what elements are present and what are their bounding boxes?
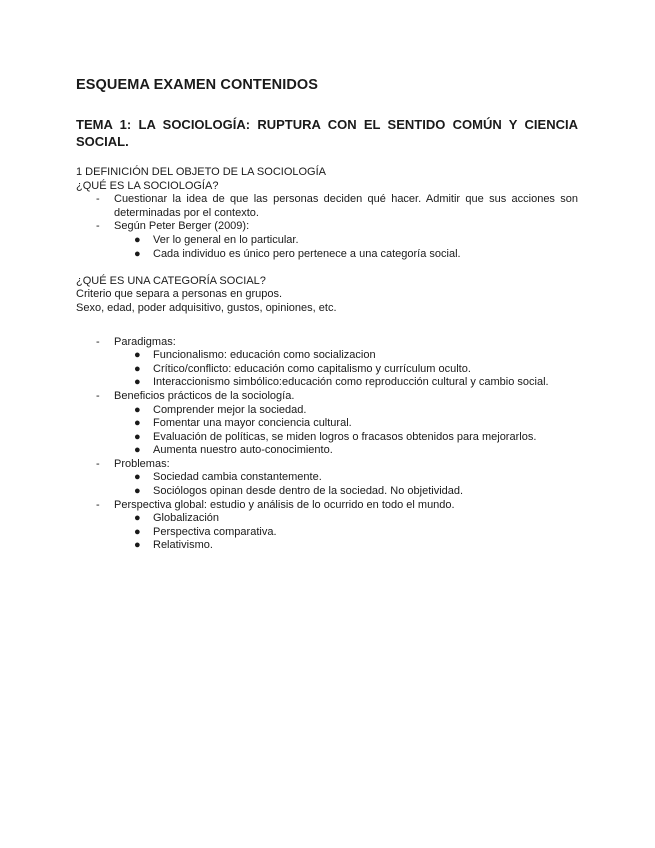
- paragraph-line: Criterio que separa a personas en grupos.: [76, 288, 283, 301]
- section-question: ¿QUÉ ES UNA CATEGORÍA SOCIAL?: [76, 274, 266, 287]
- bullet-text: Funcionalismo: educación como socializacion: [153, 349, 376, 362]
- bullet-item: [76, 431, 578, 445]
- bullet-item: [76, 376, 578, 390]
- list-item: [76, 390, 578, 458]
- dash-marker: -: [96, 498, 100, 511]
- bullet-text: Comprender mejor la sociedad.: [153, 403, 307, 416]
- dash-marker: -: [96, 220, 100, 233]
- bullet-item: [76, 404, 578, 418]
- bullet-item: [76, 444, 578, 458]
- list-item: [76, 458, 578, 499]
- bullet-icon: ●: [134, 471, 141, 484]
- bullet-text: Aumenta nuestro auto-conocimiento.: [153, 444, 333, 457]
- bullet-text: Interaccionismo simbólico:educación como reproducción cultural y cambio social.: [153, 376, 549, 389]
- spacer: [76, 316, 578, 336]
- bullet-text: Evaluación de políticas, se miden logros o fracasos obtenidos para mejorarlos.: [153, 430, 537, 443]
- bullet-icon: ●: [134, 403, 141, 416]
- bullet-text: Sociedad cambia constantemente.: [153, 471, 322, 484]
- list-item-text: Beneficios prácticos de la sociología.: [114, 389, 295, 402]
- dash-marker: -: [96, 335, 100, 348]
- bullet-text: Relativismo.: [153, 539, 213, 552]
- bullet-item: [76, 526, 578, 540]
- paragraph-line: Sexo, edad, poder adquisitivo, gustos, opiniones, etc.: [76, 301, 337, 314]
- bullet-icon: ●: [134, 362, 141, 375]
- document-body: [76, 166, 578, 553]
- bullet-text: Cada individuo es único pero pertenece a una categoría social.: [153, 247, 461, 260]
- bullet-list: [76, 471, 578, 498]
- list-item-text: Perspectiva global: estudio y análisis de lo ocurrido en todo el mundo.: [114, 498, 455, 511]
- dash-marker: -: [96, 193, 100, 206]
- bullet-icon: ●: [134, 525, 141, 538]
- bullet-item: [76, 471, 578, 485]
- bullet-text: Sociólogos opinan desde dentro de la sociedad. No objetividad.: [153, 485, 464, 498]
- spacer: [76, 261, 578, 275]
- bullet-item: [76, 485, 578, 499]
- bullet-text: Fomentar una mayor conciencia cultural.: [153, 417, 352, 430]
- bullet-item: [76, 234, 578, 248]
- bullet-list: [76, 349, 578, 390]
- bullet-icon: ●: [134, 444, 141, 457]
- bullet-icon: ●: [134, 539, 141, 552]
- list-item: [76, 220, 578, 261]
- dash-marker: -: [96, 457, 100, 470]
- bullet-text: Perspectiva comparativa.: [153, 525, 277, 538]
- bullet-icon: ●: [134, 417, 141, 430]
- bullet-icon: ●: [134, 376, 141, 389]
- bullet-item: [76, 349, 578, 363]
- list-item-text: Problemas:: [114, 457, 170, 470]
- dash-list: [76, 336, 578, 554]
- bullet-icon: ●: [134, 430, 141, 443]
- list-item-text: Paradigmas:: [114, 335, 176, 348]
- document-title: ESQUEMA EXAMEN CONTENIDOS: [76, 77, 319, 93]
- bullet-item: [76, 512, 578, 526]
- bullet-list: [76, 404, 578, 458]
- list-item-text: Cuestionar la idea de que las personas deciden qué hacer. Admitir que sus acciones son determinadas por el contexto.: [114, 193, 578, 219]
- bullet-icon: ●: [134, 349, 141, 362]
- bullet-text: Crítico/conflicto: educación como capitalismo y currículum oculto.: [153, 362, 471, 375]
- list-item: [76, 193, 578, 220]
- topic-heading: TEMA 1: LA SOCIOLOGÍA: RUPTURA CON EL SENTIDO COMÚN Y CIENCIA SOCIAL.: [76, 117, 578, 149]
- list-item: [76, 499, 578, 553]
- section-heading: 1 DEFINICIÓN DEL OBJETO DE LA SOCIOLOGÍA: [76, 166, 327, 178]
- section-question: ¿QUÉ ES LA SOCIOLOGÍA?: [76, 179, 219, 192]
- bullet-item: [76, 417, 578, 431]
- list-item: [76, 336, 578, 390]
- bullet-icon: ●: [134, 485, 141, 498]
- bullet-item: [76, 539, 578, 553]
- bullet-icon: ●: [134, 233, 141, 246]
- bullet-icon: ●: [134, 247, 141, 260]
- bullet-icon: ●: [134, 512, 141, 525]
- bullet-item: [76, 363, 578, 377]
- dash-marker: -: [96, 389, 100, 402]
- bullet-list: [76, 512, 578, 553]
- bullet-item: [76, 248, 578, 262]
- bullet-text: Globalización: [153, 512, 220, 525]
- bullet-text: Ver lo general en lo particular.: [153, 233, 299, 246]
- list-item-text: Según Peter Berger (2009):: [114, 220, 250, 233]
- dash-list: [76, 193, 578, 261]
- bullet-list: [76, 234, 578, 261]
